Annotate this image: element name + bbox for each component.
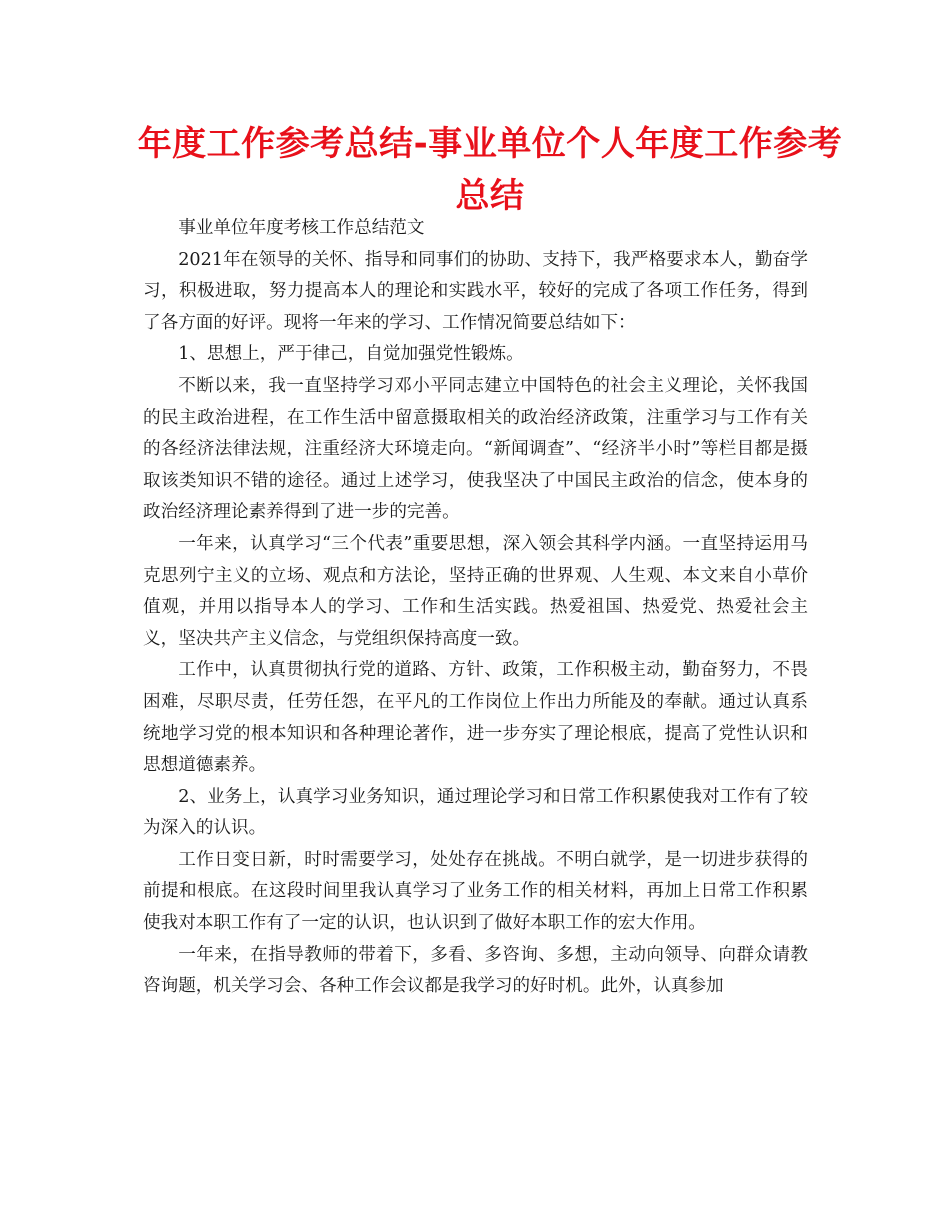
paragraph-theory-study: 不断以来，我一直坚持学习邓小平同志建立中国特色的社会主义理论，关怀我国的民主政治进程，在工作生活中留意摄取相关的政治经济政策，注重学习与工作有关的各经济法律法规，注重经济大环境走向。“新闻调查”、“经济半小时”等栏目都是摄取该类知识不错的途径。通过上述学习，使我坚决了中国民主政治的信念，使本身的政治经济理论素养得到了进一步的完善。 (143, 375, 808, 523)
paragraph-mentoring: 一年来，在指导教师的带着下，多看、多咨询、多想，主动向领导、向群众请教咨询题，机关学习会、各种工作会议都是我学习的好时机。此外，认真参加 (143, 944, 808, 997)
paragraph-daily-learning: 工作日变日新，时时需要学习，处处存在挑战。不明白就学，是一切进步获得的前提和根底。在这段时间里我认真学习了业务工作的相关材料，再加上日常工作积累使我对本职工作有了一定的认识，也认识到了做好本职工作的宏大作用。 (143, 849, 808, 934)
paragraph-intro: 2021年在领导的关怀、指导和同事们的协助、支持下，我严格要求本人，勤奋学习，积极进取，努力提高本人的理论和实践水平，较好的完成了各项工作任务，得到了各方面的好评。现将一年来的学习、工作情况简要总结如下： (143, 249, 808, 333)
paragraph-section-1-heading: 1、思想上，严于律己，自觉加强党性锻炼。 (178, 344, 524, 365)
document-title: 年度工作参考总结-事业单位个人年度工作参考总结 (137, 124, 843, 216)
paragraph-subtitle: 事业单位年度考核工作总结范文 (178, 218, 425, 238)
paragraph-section-2-heading: 2、业务上，认真学习业务知识，通过理论学习和日常工作积累使我对工作有了较为深入的认识。 (143, 786, 808, 839)
paragraph-work-conduct: 工作中，认真贯彻执行党的道路、方针、政策，工作积极主动，勤奋努力，不畏困难，尽职尽责，任劳任怨，在平凡的工作岗位上作出力所能及的奉献。通过认真系统地学习党的根本知识和各种理论著作，进一步夯实了理论根底，提高了党性认识和思想道德素养。 (143, 660, 808, 776)
document-body (143, 213, 808, 1003)
paragraph-three-represents: 一年来，认真学习“三个代表”重要思想，深入领会其科学内涵。一直坚持运用马克思列宁主义的立场、观点和方法论，坚持正确的世界观、人生观、本文来自小草价值观，并用以指导本人的学习、工作和生活实践。热爱祖国、热爱党、热爱社会主义，坚决共产主义信念，与党组织保持高度一致。 (143, 533, 808, 649)
